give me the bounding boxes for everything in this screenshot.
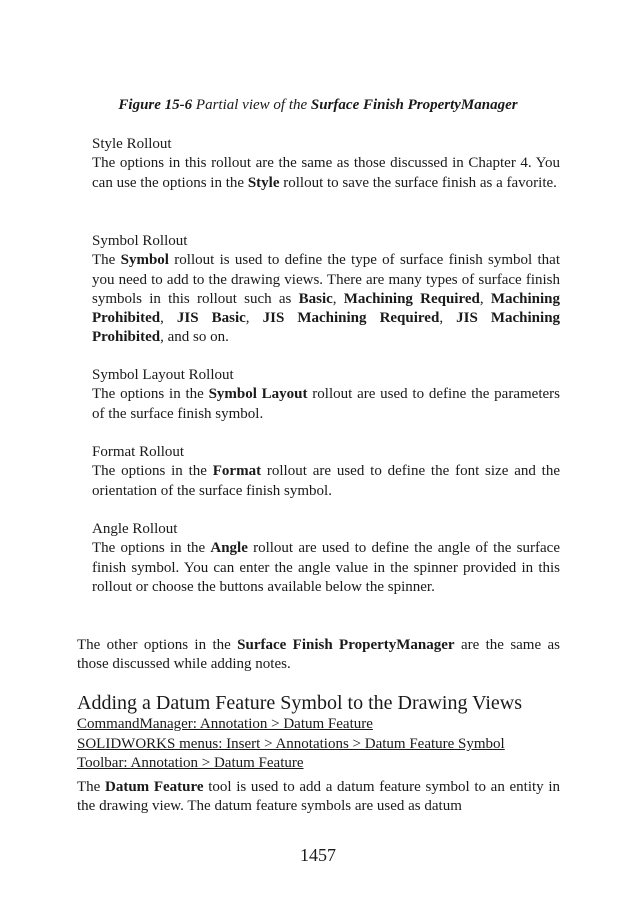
- bold-term: Basic: [298, 290, 333, 307]
- section-format-rollout: [92, 443, 560, 501]
- bold-term: Angle: [210, 540, 248, 557]
- bold-term: Datum Feature: [105, 779, 204, 795]
- section-body: The Symbol rollout is used to define the type of surface finish symbol that you need to add to the drawing views. There are many types of surface finish symbols in this rollout such as Basic, Machining Required, Machining Prohibited, JIS Basic, JIS Machining Required, JIS Machining Prohibited, and so on.: [92, 252, 561, 346]
- bold-term: Machining Required: [343, 290, 480, 307]
- bold-term: Surface Finish PropertyManager: [237, 637, 455, 653]
- section-body: The options in the Format rollout are used to define the font size and the orientation of the surface finish symbol.: [92, 463, 560, 499]
- section-title: Adding a Datum Feature Symbol to the Drawing Views: [77, 692, 523, 714]
- figure-caption-text: Partial view of the: [192, 97, 311, 113]
- section-heading: Style Rollout: [92, 136, 172, 152]
- other-options-paragraph: The other options in the Surface Finish PropertyManager are the same as those discussed while adding notes.: [77, 637, 560, 673]
- section-heading: Angle Rollout: [92, 521, 178, 537]
- bold-term: JIS Machining Prohibited: [92, 310, 561, 346]
- menu-path-toolbar: Toolbar: Annotation > Datum Feature: [77, 755, 304, 771]
- page-number: 1457: [300, 845, 336, 865]
- section-symbol-rollout: [92, 232, 560, 348]
- section-heading: Symbol Rollout: [92, 233, 188, 249]
- bold-term: JIS Machining Required: [262, 310, 440, 327]
- bold-term: Symbol: [120, 252, 169, 269]
- figure-label: Figure 15-6: [118, 97, 193, 113]
- section-angle-rollout: [92, 520, 560, 597]
- bold-term: Format: [212, 463, 262, 480]
- bold-term: Symbol Layout: [208, 386, 308, 403]
- section-heading: Format Rollout: [92, 444, 185, 460]
- section-style-rollout: [92, 135, 560, 193]
- menu-path-solidworks-menus: SOLIDWORKS menus: Insert > Annotations > Datum Feature Symbol: [77, 736, 505, 752]
- figure-caption: [0, 96, 636, 115]
- menu-path-commandmanager: CommandManager: Annotation > Datum Feature: [77, 716, 373, 732]
- figure-caption-bold: Surface Finish PropertyManager: [310, 97, 518, 113]
- section-heading: Symbol Layout Rollout: [92, 367, 234, 383]
- bold-term: Style: [247, 174, 280, 191]
- section-symbol-layout-rollout: [92, 366, 560, 424]
- bold-term: Machining Prohibited: [92, 290, 561, 327]
- section-body: The options in the Angle rollout are used to define the angle of the surface finish symbol. You can enter the angle value in the spinner provided in this rollout or choose the buttons available below the spinner.: [92, 540, 560, 595]
- bold-term: JIS Basic: [176, 310, 246, 327]
- section-body: The options in the Symbol Layout rollout are used to define the parameters of the surface finish symbol.: [92, 386, 560, 422]
- datum-feature-paragraph: The Datum Feature tool is used to add a datum feature symbol to an entity in the drawing view. The datum feature symbols are used as datum: [77, 779, 560, 815]
- section-body: The options in this rollout are the same as those discussed in Chapter 4. You can use the options in the Style rollout to save the surface finish as a favorite.: [92, 155, 560, 191]
